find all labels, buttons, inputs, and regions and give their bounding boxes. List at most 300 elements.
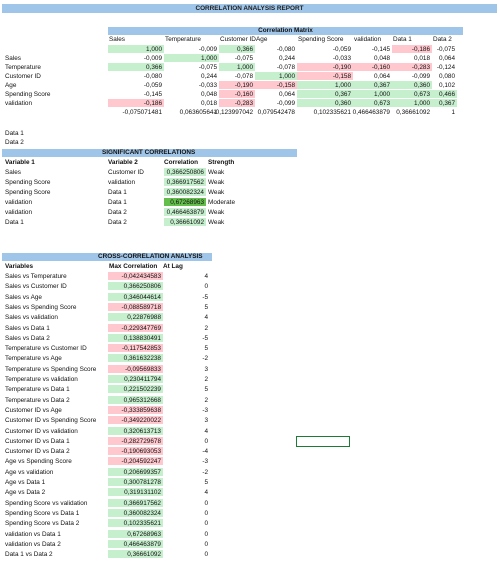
- matrix-cell: [353, 54, 392, 62]
- sig-strength: Weak: [208, 219, 225, 226]
- cross-lag: 0: [204, 551, 208, 559]
- matrix-cell-value: -0,186: [411, 46, 430, 53]
- matrix-cell-value: 0,466463879: [352, 109, 390, 116]
- matrix-cell: [297, 72, 353, 80]
- sig-corr-cell: [164, 178, 206, 186]
- cross-col-header: At Lag: [163, 263, 183, 270]
- matrix-cell: [219, 99, 255, 107]
- matrix-cell-value: -0,190: [332, 64, 351, 71]
- sig-var2: Data 1: [108, 189, 127, 196]
- matrix-cell: [164, 54, 219, 62]
- matrix-cell: [108, 99, 164, 107]
- cross-corr-value: -0,088589718: [121, 303, 161, 311]
- sig-var2: Data 2: [108, 209, 127, 216]
- cross-corr-value: 0,965312668: [123, 396, 161, 404]
- cross-variables: Age vs Data 2: [5, 489, 46, 497]
- cross-col-header: Max Correlation: [109, 263, 158, 270]
- sig-var2: Data 2: [108, 219, 127, 226]
- matrix-cell-value: -0,075: [436, 46, 455, 53]
- sig-var2: validation: [108, 179, 136, 186]
- matrix-cell: [219, 81, 255, 89]
- sig-strength: Weak: [208, 179, 225, 186]
- matrix-cell-value: -0,190: [234, 82, 253, 89]
- matrix-cell: [353, 63, 392, 71]
- cross-variables: validation vs Data 2: [5, 540, 61, 548]
- matrix-cell: [392, 90, 432, 98]
- matrix-cell: [255, 99, 297, 107]
- matrix-title: Correlation Matrix: [258, 27, 313, 34]
- cross-lag: 4: [204, 427, 208, 435]
- matrix-cell: [219, 90, 255, 98]
- matrix-cell-value: -0,078: [276, 64, 295, 71]
- matrix-cell-value: -0,145: [371, 46, 390, 53]
- matrix-cell: [255, 72, 297, 80]
- cross-variables: Sales vs validation: [5, 314, 58, 322]
- matrix-cell: [108, 54, 164, 62]
- matrix-col-header: Temperature: [165, 36, 201, 43]
- cross-corr-value: 0,221502239: [123, 386, 161, 394]
- cross-corr-cell: [108, 540, 163, 548]
- cross-corr-cell: [108, 468, 163, 476]
- cross-lag: 0: [204, 530, 208, 538]
- cross-variables: Spending Score vs validation: [5, 499, 88, 507]
- matrix-cell: [108, 81, 164, 89]
- matrix-cell: [392, 45, 432, 53]
- sig-strength: Weak: [208, 209, 225, 216]
- matrix-cell: [432, 108, 457, 116]
- matrix-cell-value: -0,078: [234, 73, 253, 80]
- matrix-col-header: Data 2: [433, 36, 452, 43]
- cross-lag: 3: [204, 365, 208, 373]
- cross-lag: 2: [204, 376, 208, 383]
- matrix-cell: [164, 63, 219, 71]
- sig-title: SIGNIFICANT CORRELATIONS: [102, 149, 196, 156]
- cross-corr-cell: [108, 354, 163, 362]
- cross-corr-value: 0,230411794: [124, 376, 161, 383]
- cross-corr-value: -0,117542853: [122, 345, 161, 353]
- matrix-cell: [164, 108, 219, 116]
- matrix-cell: [392, 99, 432, 107]
- cross-corr-cell: [108, 313, 163, 321]
- matrix-cell-value: -0,075071481: [122, 109, 162, 116]
- matrix-cell: [392, 72, 432, 80]
- matrix-cell: [108, 72, 164, 80]
- matrix-cell: [108, 108, 164, 116]
- cross-corr-value: 0,319131102: [124, 489, 161, 497]
- cross-corr-value: -0,042434583: [121, 273, 161, 280]
- matrix-cell-value: -0,075: [198, 64, 217, 71]
- cross-corr-cell: [108, 478, 163, 486]
- matrix-row-label: Age: [5, 82, 17, 89]
- sig-corr-cell: [164, 198, 206, 206]
- matrix-cell: [213, 108, 255, 116]
- cross-corr-value: -0,349220022: [121, 417, 161, 425]
- matrix-cell-value: -0,283: [234, 100, 253, 107]
- matrix-cell-value: -0,124: [436, 64, 455, 71]
- matrix-cell-value: 0,048: [201, 91, 217, 98]
- cross-lag: -5: [202, 293, 208, 301]
- matrix-row-label: validation: [5, 100, 33, 107]
- matrix-cell-value: 1,000: [146, 46, 162, 53]
- matrix-col-header: validation: [354, 36, 382, 43]
- cross-corr-value: 0,138830491: [123, 334, 161, 342]
- matrix-cell-value: 0,064: [439, 55, 455, 62]
- cross-corr-cell: [108, 427, 163, 435]
- cross-variables: Customer ID vs Spending Score: [5, 417, 97, 425]
- matrix-cell-value: 0,366: [237, 46, 253, 53]
- cross-corr-cell: [108, 375, 163, 383]
- cross-corr-value: 0,366917562: [123, 499, 161, 507]
- cross-variables: Sales vs Data 2: [5, 334, 50, 342]
- matrix-cell-value: 0,063605641: [179, 109, 217, 116]
- matrix-cell-value: 0,367: [374, 82, 390, 89]
- cross-lag: 0: [204, 437, 208, 445]
- matrix-cell: [353, 90, 392, 98]
- cross-variables: Sales vs Customer ID: [5, 283, 67, 291]
- cross-variables: Temperature vs validation: [5, 376, 78, 383]
- matrix-cell-value: -0,145: [143, 91, 162, 98]
- cross-corr-cell: [108, 303, 163, 311]
- matrix-title-band: [108, 27, 463, 35]
- sig-corr-cell: [164, 188, 206, 196]
- sig-var1: validation: [5, 199, 33, 206]
- matrix-cell-value: 0,673: [414, 91, 430, 98]
- matrix-cell-value: 0,079542478: [257, 109, 295, 116]
- cross-corr-cell: [108, 344, 163, 352]
- cross-corr-cell: [108, 365, 163, 373]
- cross-corr-cell: [108, 334, 163, 342]
- matrix-cell-value: -0,033: [198, 82, 217, 89]
- cross-variables: Sales vs Temperature: [5, 273, 67, 280]
- cross-corr-cell: [108, 457, 163, 465]
- cross-variables: Temperature vs Data 2: [5, 396, 70, 404]
- matrix-cell: [392, 63, 432, 71]
- cross-variables: Spending Score vs Data 2: [5, 520, 80, 528]
- report-title-band: [2, 4, 497, 13]
- matrix-cell-value: -0,160: [371, 64, 390, 71]
- sig-var1: Spending Score: [5, 179, 51, 186]
- matrix-cell-value: -0,059: [143, 82, 162, 89]
- cross-corr-cell: [108, 396, 163, 404]
- cross-lag: 0: [204, 499, 208, 507]
- matrix-cell-value: -0,080: [276, 46, 295, 53]
- matrix-cell: [164, 99, 219, 107]
- cross-corr-value: -0,204592247: [121, 458, 161, 466]
- matrix-col-header: Customer ID: [220, 36, 256, 43]
- matrix-row-label: Customer ID: [5, 73, 41, 80]
- cross-corr-value: 0,36661092: [127, 551, 161, 559]
- matrix-cell: [255, 54, 297, 62]
- cross-lag: 3: [204, 417, 208, 425]
- cross-corr-cell: [108, 385, 163, 393]
- report-title: CORRELATION ANALYSIS REPORT: [195, 5, 304, 12]
- cross-corr-value: -0,282729678: [121, 437, 161, 445]
- sig-corr-cell: [164, 168, 206, 176]
- cross-variables: Customer ID vs Age: [5, 406, 62, 414]
- matrix-cell: [255, 90, 297, 98]
- cross-corr-value: 0,320613713: [123, 427, 161, 435]
- cross-variables: Sales vs Age: [5, 293, 42, 301]
- matrix-cell: [255, 45, 297, 53]
- cross-lag: -2: [202, 468, 208, 476]
- cross-corr-value: 0,361632238: [123, 355, 161, 363]
- sig-var1: Data 1: [5, 219, 24, 226]
- matrix-cell: [219, 45, 255, 53]
- sig-col-header: Correlation: [164, 159, 199, 166]
- cross-corr-value: 0,22876988: [127, 314, 161, 322]
- cross-lag: 2: [204, 324, 208, 332]
- cross-variables: Age vs validation: [5, 468, 54, 476]
- cross-variables: Temperature vs Customer ID: [5, 345, 87, 353]
- matrix-cell: [297, 81, 353, 89]
- sig-corr-value: 0,67268963: [170, 199, 204, 206]
- matrix-cell-value: 1,000: [279, 73, 295, 80]
- matrix-cell-value: 1,000: [335, 82, 351, 89]
- sig-col-header: Strength: [208, 159, 235, 166]
- cross-corr-value: 0,346044614: [123, 293, 161, 301]
- matrix-cell: [353, 72, 392, 80]
- sig-var2: Data 1: [108, 199, 127, 206]
- matrix-cell: [219, 72, 255, 80]
- cross-corr-value: 0,466463879: [123, 540, 161, 548]
- sig-strength: Weak: [208, 169, 225, 176]
- cross-lag: 0: [204, 283, 208, 291]
- matrix-cell-value: 0,367: [335, 91, 351, 98]
- cross-variables: validation vs Data 1: [5, 530, 61, 538]
- matrix-cell: [297, 99, 353, 107]
- matrix-cell-value: 1: [451, 109, 455, 116]
- matrix-cell-value: 1,000: [201, 55, 217, 62]
- matrix-cell-value: 0,018: [414, 55, 430, 62]
- sig-col-header: Variable 2: [108, 159, 138, 166]
- sig-col-header: Variable 1: [5, 159, 35, 166]
- matrix-cell: [219, 63, 255, 71]
- cross-variables: Temperature vs Data 1: [5, 386, 70, 394]
- matrix-cell-value: 0,018: [201, 100, 217, 107]
- matrix-cell-value: 1,000: [237, 64, 253, 71]
- matrix-cell-value: -0,160: [234, 91, 253, 98]
- cross-lag: -5: [202, 334, 208, 342]
- cross-corr-cell: [108, 437, 163, 445]
- cross-lag: -3: [202, 406, 208, 414]
- matrix-cell: [164, 90, 219, 98]
- sig-corr-value: 0,360082324: [166, 189, 204, 196]
- matrix-extra-label: Data 1: [5, 130, 24, 137]
- matrix-cell-value: -0,080: [143, 73, 162, 80]
- matrix-cell-value: -0,009: [143, 55, 162, 62]
- matrix-cell: [432, 54, 457, 62]
- cross-corr-cell: [108, 550, 163, 558]
- cross-variables: Age vs Spending Score: [5, 458, 72, 466]
- cross-corr-value: -0,333859638: [121, 406, 161, 414]
- matrix-cell: [255, 108, 297, 116]
- selected-cell[interactable]: [296, 436, 350, 447]
- matrix-cell-value: 0,048: [374, 55, 390, 62]
- cross-title-band: [2, 253, 212, 261]
- cross-corr-value: -0,229347769: [121, 324, 161, 332]
- matrix-cell: [108, 90, 164, 98]
- matrix-cell-value: 0,360: [414, 82, 430, 89]
- matrix-col-header: Age: [256, 36, 268, 43]
- sig-corr-cell: [164, 208, 206, 216]
- matrix-cell-value: -0,009: [198, 46, 217, 53]
- cross-lag: 2: [204, 396, 208, 404]
- cross-corr-cell: [108, 499, 163, 507]
- matrix-cell-value: 0,36661092: [396, 109, 430, 116]
- sig-corr-value: 0,36661092: [170, 219, 204, 226]
- matrix-col-header: Spending Score: [298, 36, 344, 43]
- matrix-cell-value: -0,186: [143, 100, 162, 107]
- cross-variables: Customer ID vs Data 2: [5, 448, 70, 456]
- cross-corr-cell: [108, 272, 163, 280]
- cross-variables: Customer ID vs validation: [5, 427, 78, 435]
- cross-corr-value: 0,206699357: [123, 468, 161, 476]
- matrix-cell: [392, 54, 432, 62]
- matrix-cell-value: 0,064: [374, 73, 390, 80]
- cross-col-header: Variables: [5, 263, 34, 270]
- sig-var1: Sales: [5, 169, 21, 176]
- cross-lag: 5: [204, 386, 208, 394]
- matrix-cell-value: -0,099: [411, 73, 430, 80]
- matrix-cell-value: 0,244: [279, 55, 295, 62]
- matrix-cell-value: -0,158: [332, 73, 351, 80]
- matrix-cell-value: -0,123997042: [213, 109, 253, 116]
- cross-variables: Sales vs Spending Score: [5, 303, 77, 311]
- matrix-cell-value: 0,102: [439, 82, 455, 89]
- matrix-cell: [297, 54, 353, 62]
- cross-lag: 5: [204, 479, 208, 486]
- cross-corr-cell: [108, 488, 163, 496]
- matrix-cell-value: 0,366: [146, 64, 162, 71]
- matrix-cell: [432, 45, 457, 53]
- matrix-cell: [297, 45, 353, 53]
- matrix-extra-label: Data 2: [5, 139, 24, 146]
- matrix-cell: [255, 81, 297, 89]
- sig-corr-cell: [164, 218, 206, 226]
- matrix-cell-value: 0,102335621: [313, 109, 351, 116]
- cross-lag: 4: [204, 273, 208, 280]
- matrix-cell: [297, 90, 353, 98]
- sig-strength: Weak: [208, 189, 225, 196]
- matrix-cell: [432, 72, 457, 80]
- matrix-col-header: Data 1: [393, 36, 412, 43]
- matrix-cell: [297, 63, 353, 71]
- cross-lag: -3: [202, 458, 208, 466]
- matrix-cell-value: 1,000: [374, 91, 390, 98]
- cross-corr-value: 0,102335621: [123, 520, 161, 528]
- sig-title-band: [2, 149, 297, 157]
- cross-lag: 0: [204, 509, 208, 517]
- matrix-cell-value: -0,283: [411, 64, 430, 71]
- matrix-cell: [392, 81, 432, 89]
- matrix-cell: [353, 99, 392, 107]
- sig-var1: Spending Score: [5, 189, 51, 196]
- cross-corr-cell: [108, 530, 163, 538]
- matrix-cell: [353, 108, 392, 116]
- matrix-cell: [164, 72, 219, 80]
- matrix-cell-value: -0,099: [276, 100, 295, 107]
- cross-corr-value: -0,09569833: [125, 365, 161, 373]
- matrix-col-header: Sales: [109, 36, 125, 43]
- cross-corr-cell: [108, 282, 163, 290]
- matrix-cell: [432, 99, 457, 107]
- matrix-cell-value: 0,360: [335, 100, 351, 107]
- matrix-cell: [164, 81, 219, 89]
- sig-var1: validation: [5, 209, 33, 216]
- matrix-cell: [164, 45, 219, 53]
- matrix-cell-value: 0,080: [439, 73, 455, 80]
- cross-corr-cell: [108, 416, 163, 424]
- cross-variables: Age vs Data 1: [5, 479, 46, 486]
- cross-corr-cell: [108, 293, 163, 301]
- cross-variables: Spending Score vs Data 1: [5, 509, 80, 517]
- cross-variables: Temperature vs Age: [5, 355, 62, 363]
- matrix-cell-value: -0,059: [332, 46, 351, 53]
- sig-strength: Moderate: [208, 199, 235, 206]
- matrix-cell-value: 0,673: [374, 100, 390, 107]
- matrix-cell: [432, 90, 457, 98]
- cross-corr-value: 0,366250806: [123, 283, 161, 291]
- matrix-cell: [353, 81, 392, 89]
- cross-variables: Data 1 vs Data 2: [5, 551, 53, 559]
- matrix-cell: [255, 63, 297, 71]
- matrix-cell: [392, 108, 432, 116]
- matrix-cell-value: 0,466: [439, 91, 455, 98]
- cross-lag: -2: [202, 355, 208, 363]
- matrix-cell: [108, 63, 164, 71]
- cross-lag: 0: [204, 520, 208, 528]
- cross-title: CROSS-CORRELATION ANALYSIS: [98, 253, 203, 260]
- matrix-row-label: Temperature: [5, 64, 41, 71]
- matrix-cell-value: 0,064: [279, 91, 295, 98]
- cross-variables: Temperature vs Spending Score: [5, 365, 97, 373]
- sig-corr-value: 0,366250806: [166, 169, 204, 176]
- matrix-cell: [353, 45, 392, 53]
- matrix-cell: [108, 45, 164, 53]
- cross-corr-cell: [108, 406, 163, 414]
- cross-corr-cell: [108, 519, 163, 527]
- cross-corr-cell: [108, 509, 163, 517]
- cross-corr-value: 0,360082324: [123, 509, 161, 517]
- sig-corr-value: 0,466463879: [166, 209, 204, 216]
- matrix-cell-value: -0,033: [332, 55, 351, 62]
- matrix-cell: [297, 108, 353, 116]
- cross-corr-value: 0,300781278: [123, 479, 161, 486]
- matrix-row-label: Sales: [5, 55, 21, 62]
- cross-lag: 5: [204, 345, 208, 353]
- matrix-cell-value: 1,000: [414, 100, 430, 107]
- matrix-cell-value: -0,158: [276, 82, 295, 89]
- matrix-cell: [432, 63, 457, 71]
- cross-corr-value: 0,67268963: [127, 530, 161, 538]
- sig-corr-value: 0,366917562: [166, 179, 204, 186]
- matrix-cell-value: 0,367: [439, 100, 455, 107]
- cross-variables: Sales vs Data 1: [5, 324, 50, 332]
- cross-corr-cell: [108, 324, 163, 332]
- cross-lag: 5: [204, 303, 208, 311]
- cross-corr-value: -0,190693053: [121, 448, 161, 456]
- cross-lag: 4: [204, 314, 208, 322]
- cross-lag: 0: [204, 540, 208, 548]
- matrix-cell-value: 0,244: [201, 73, 217, 80]
- matrix-cell-value: -0,075: [234, 55, 253, 62]
- cross-lag: -4: [202, 448, 208, 456]
- cross-variables: Customer ID vs Data 1: [5, 437, 70, 445]
- matrix-cell: [219, 54, 255, 62]
- cross-corr-cell: [108, 447, 163, 455]
- matrix-cell: [432, 81, 457, 89]
- cross-lag: 4: [204, 489, 208, 497]
